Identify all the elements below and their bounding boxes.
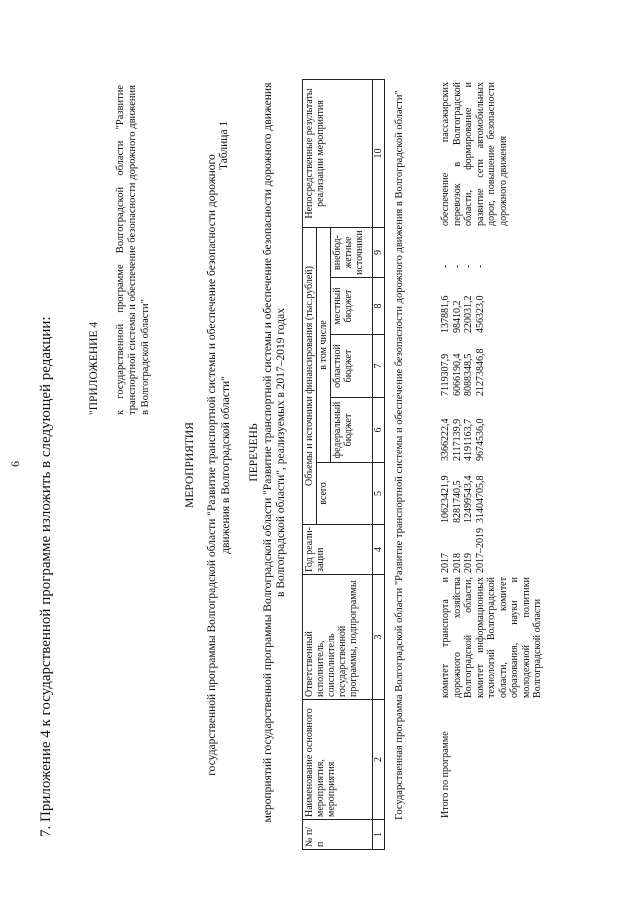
events-title: МЕРОПРИЯТИЯ <box>184 422 196 508</box>
events-table-header <box>302 79 385 850</box>
header-total: всего <box>317 463 373 525</box>
row-regional <box>440 335 544 398</box>
table-label: Таблица 1 <box>218 120 230 170</box>
appendix-title: "ПРИЛОЖЕНИЕ 4 <box>88 321 100 415</box>
header-regional: областной бюджет <box>331 335 373 398</box>
col-number: 4 <box>373 525 385 575</box>
col-number: 5 <box>373 463 385 525</box>
header-no: № п/п <box>303 820 373 850</box>
page-number: 6 <box>8 461 22 467</box>
row-local <box>440 278 544 335</box>
amendment-heading: 7. Приложение 4 к государственной программе изложить в следующей редакции: <box>38 316 54 837</box>
col-number: 2 <box>373 700 385 820</box>
header-year: Год реали-зации <box>303 525 373 575</box>
extra-value: - <box>440 264 451 268</box>
header-including: в том числе <box>317 228 331 463</box>
col-number: 9 <box>373 228 385 278</box>
local-value: 220031,2 <box>463 295 474 333</box>
header-result: Непосредственные результаты реализации мероприятия <box>303 80 373 228</box>
row-result: обеспечение пассажирских перевозок в Волгоградской области, формирование и развитие сети автомобильных дорог, повышение безопасности дорожного движения <box>440 82 509 226</box>
regional-value: 7119307,9 <box>440 353 451 396</box>
perechen-text: мероприятий государственной программы Волгоградской области "Развитие транспортной системы и обеспечение безопасности дорожного движения в Волгоградской области", реализуемых в 2017–2019 годах <box>261 82 287 823</box>
year-value: 2017 <box>440 553 451 573</box>
header-local: местный бюджет <box>331 278 373 335</box>
col-number: 6 <box>373 398 385 463</box>
extra-value: - <box>474 264 486 268</box>
local-value: 456323,0 <box>474 295 486 333</box>
col-number: 8 <box>373 278 385 335</box>
federal-value: 9674536,0 <box>474 418 486 461</box>
header-extrabudget: внебюд-жетные источники <box>331 228 373 278</box>
perechen-title: ПЕРЕЧЕНЬ <box>248 423 260 482</box>
regional-value: 21273846,8 <box>474 348 486 396</box>
local-value: 98410,2 <box>451 300 463 333</box>
year-value: 2017–2019 <box>474 528 486 573</box>
appendix-text: к государственной программе Волгоградской области "Развитие транспортной системы и обеспечение безопасности дорожного движения в Волгоградской области" <box>114 85 151 415</box>
local-value: 137881,6 <box>440 295 451 333</box>
total-value: 10623421,9 <box>440 475 451 523</box>
col-number: 1 <box>373 820 385 850</box>
row-total <box>440 463 544 525</box>
year-value: 2019 <box>463 553 474 573</box>
appendix-block <box>88 85 152 415</box>
col-number: 3 <box>373 575 385 700</box>
extra-value: - <box>463 264 474 268</box>
total-value: 12499543,4 <box>463 475 474 523</box>
events-text: государственной программы Волгоградской области "Развитие транспортной системы и обеспечение безопасности дорожного движения в Волгоградской области" <box>206 154 232 776</box>
row-responsible: комитет транспорта и дорожного хозяйства Волгоградской области, комитет информационных технологий Волгоградской области, комитет образования, науки и молодежной политики Волгоградской области <box>440 577 543 698</box>
header-federal: федеральный бюджет <box>331 398 373 463</box>
row-extrabudget <box>440 228 544 278</box>
col-number: 10 <box>373 80 385 228</box>
extra-value: - <box>451 264 463 268</box>
federal-value: 4191163,7 <box>463 418 474 461</box>
program-section-title: Государственная программа Волгоградской области "Развитие транспортной системы и обеспечение безопасности дорожного движения в Волгоградской области" <box>394 90 405 820</box>
col-number: 7 <box>373 335 385 398</box>
header-name: Наименование основного мероприятия, мероприятия <box>303 700 373 820</box>
row-label: Итого по программе <box>440 731 451 818</box>
regional-value: 6066190,4 <box>451 353 463 396</box>
program-total-row <box>440 80 544 850</box>
row-federal <box>440 398 544 463</box>
perechen-block <box>248 80 289 825</box>
year-value: 2018 <box>451 553 463 573</box>
total-value: 31404705,8 <box>474 475 486 523</box>
events-block <box>183 145 233 785</box>
row-years <box>440 525 544 575</box>
header-responsible: Ответственный исполнитель, соисполнитель государственной программы, подпрограммы <box>303 575 373 700</box>
federal-value: 3366222,4 <box>440 418 451 461</box>
federal-value: 2117139,9 <box>451 418 463 461</box>
header-funding: Объемы и источники финансирования (тыс.рублей) <box>303 228 317 525</box>
total-value: 8281740,5 <box>451 480 463 523</box>
regional-value: 8088348,5 <box>463 353 474 396</box>
